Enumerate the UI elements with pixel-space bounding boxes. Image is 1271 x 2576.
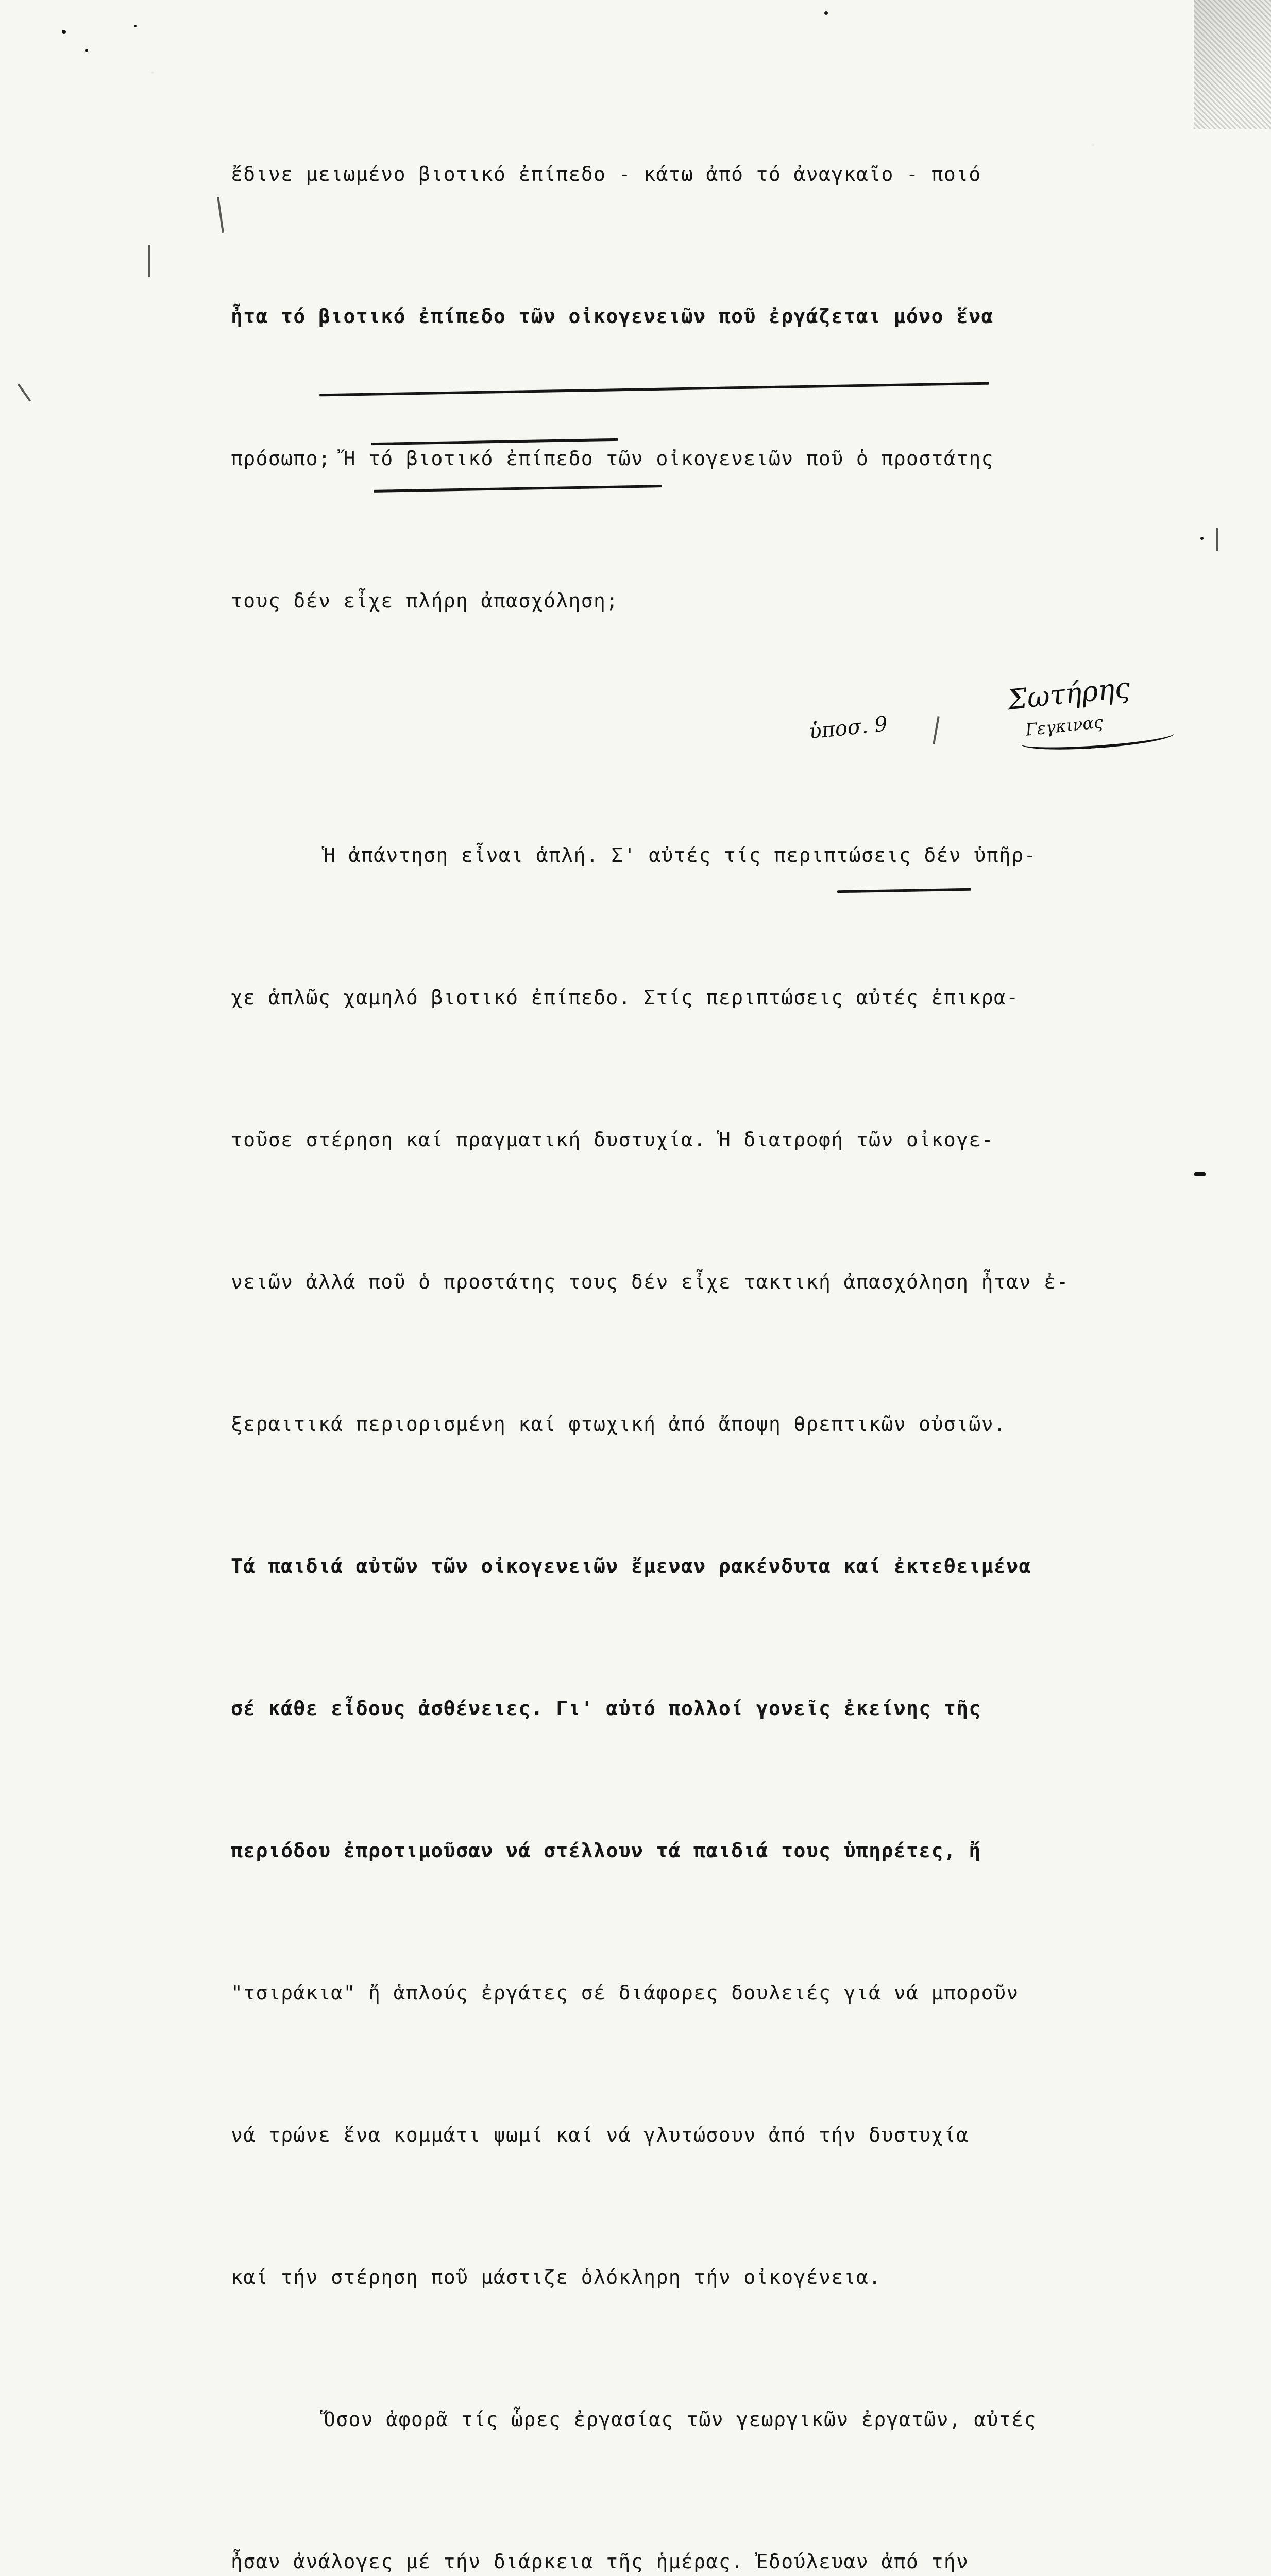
document-line: πρόσωπο; Ἤ τό βιοτικό ἐπίπεδο τῶν οἰκογενειῶν ποῦ ὁ προστάτης: [231, 447, 994, 470]
handwritten-note: Σωτήρης: [1006, 671, 1132, 717]
document-line: σέ κάθε εἶδους ἀσθένειες. Γι' αὐτό πολλοί γονεῖς ἐκείνης τῆς: [231, 1697, 981, 1720]
scan-speck: [1194, 1172, 1206, 1176]
handwritten-note: Γεγκινας: [1024, 712, 1104, 740]
document-line: τους δέν εἶχε πλήρη ἀπασχόληση;: [231, 589, 619, 612]
scan-speck: [85, 49, 88, 52]
document-line: ἦτα τό βιοτικό ἐπίπεδο τῶν οἰκογενειῶν ποῦ ἐργάζεται μόνο ἕνα: [231, 305, 994, 328]
document-line: Τά παιδιά αὐτῶν τῶν οἰκογενειῶν ἔμεναν ρακένδυτα καί ἐκτεθειμένα: [231, 1555, 1031, 1578]
document-line: Ὅσον ἀφορᾶ τίς ὧρες ἐργασίας τῶν γεωργικῶν ἐργατῶν, αὐτές: [324, 2408, 1037, 2431]
margin-mark: [148, 245, 150, 277]
margin-mark: [1216, 528, 1218, 551]
margin-mark: [217, 197, 224, 233]
document-line: καί τήν στέρηση ποῦ μάστιζε ὁλόκληρη τήν οἰκογένεια.: [231, 2266, 882, 2289]
scan-speck: [134, 25, 137, 27]
document-line: τοῦσε στέρηση καί πραγματική δυστυχία. Ἡ διατροφή τῶν οἰκογε-: [231, 1128, 994, 1151]
scan-speck: [824, 11, 828, 15]
handwritten-note: ὑποσ. 9: [808, 712, 889, 744]
document-line: ξεραιτικά περιορισμένη καί φτωχική ἀπό ἄποψη θρεπτικῶν οὐσιῶν.: [231, 1413, 1007, 1435]
margin-mark: [18, 383, 31, 401]
document-line: νειῶν ἀλλά ποῦ ὁ προστάτης τους δέν εἶχε τακτική ἀπασχόληση ἦταν ἐ-: [231, 1270, 1069, 1293]
document-line: ἔδινε μειωμένο βιοτικό ἐπίπεδο - κάτω ἀπό τό ἀναγκαῖο - ποιό: [231, 163, 981, 185]
document-line: χε ἁπλῶς χαμηλό βιοτικό ἐπίπεδο. Στίς περιπτώσεις αὐτές ἐπικρα-: [231, 986, 1019, 1009]
typed-text-block: [231, 56, 1189, 2576]
scan-speck: [62, 30, 66, 34]
document-line: Ἡ ἀπάντηση εἶναι ἁπλή. Σ' αὐτές τίς περιπτώσεις δέν ὑπῆρ-: [324, 844, 1037, 867]
document-line: περιόδου ἐπροτιμοῦσαν νά στέλλουν τά παιδιά τους ὑπηρέτες, ἤ: [231, 1839, 981, 1862]
document-line: νά τρώνε ἕνα κομμάτι ψωμί καί νά γλυτώσουν ἀπό τήν δυστυχία: [231, 2124, 969, 2146]
document-line: "τσιράκια" ἤ ἁπλούς ἐργάτες σέ διάφορες δουλειές γιά νά μποροῦν: [231, 1981, 1019, 2004]
scan-speck: [1200, 537, 1204, 540]
document-line: ἦσαν ἀνάλογες μέ τήν διάρκεια τῆς ἡμέρας. Ἐδούλευαν ἀπό τήν: [231, 2550, 969, 2573]
scan-corner-artifact: [1194, 0, 1271, 129]
